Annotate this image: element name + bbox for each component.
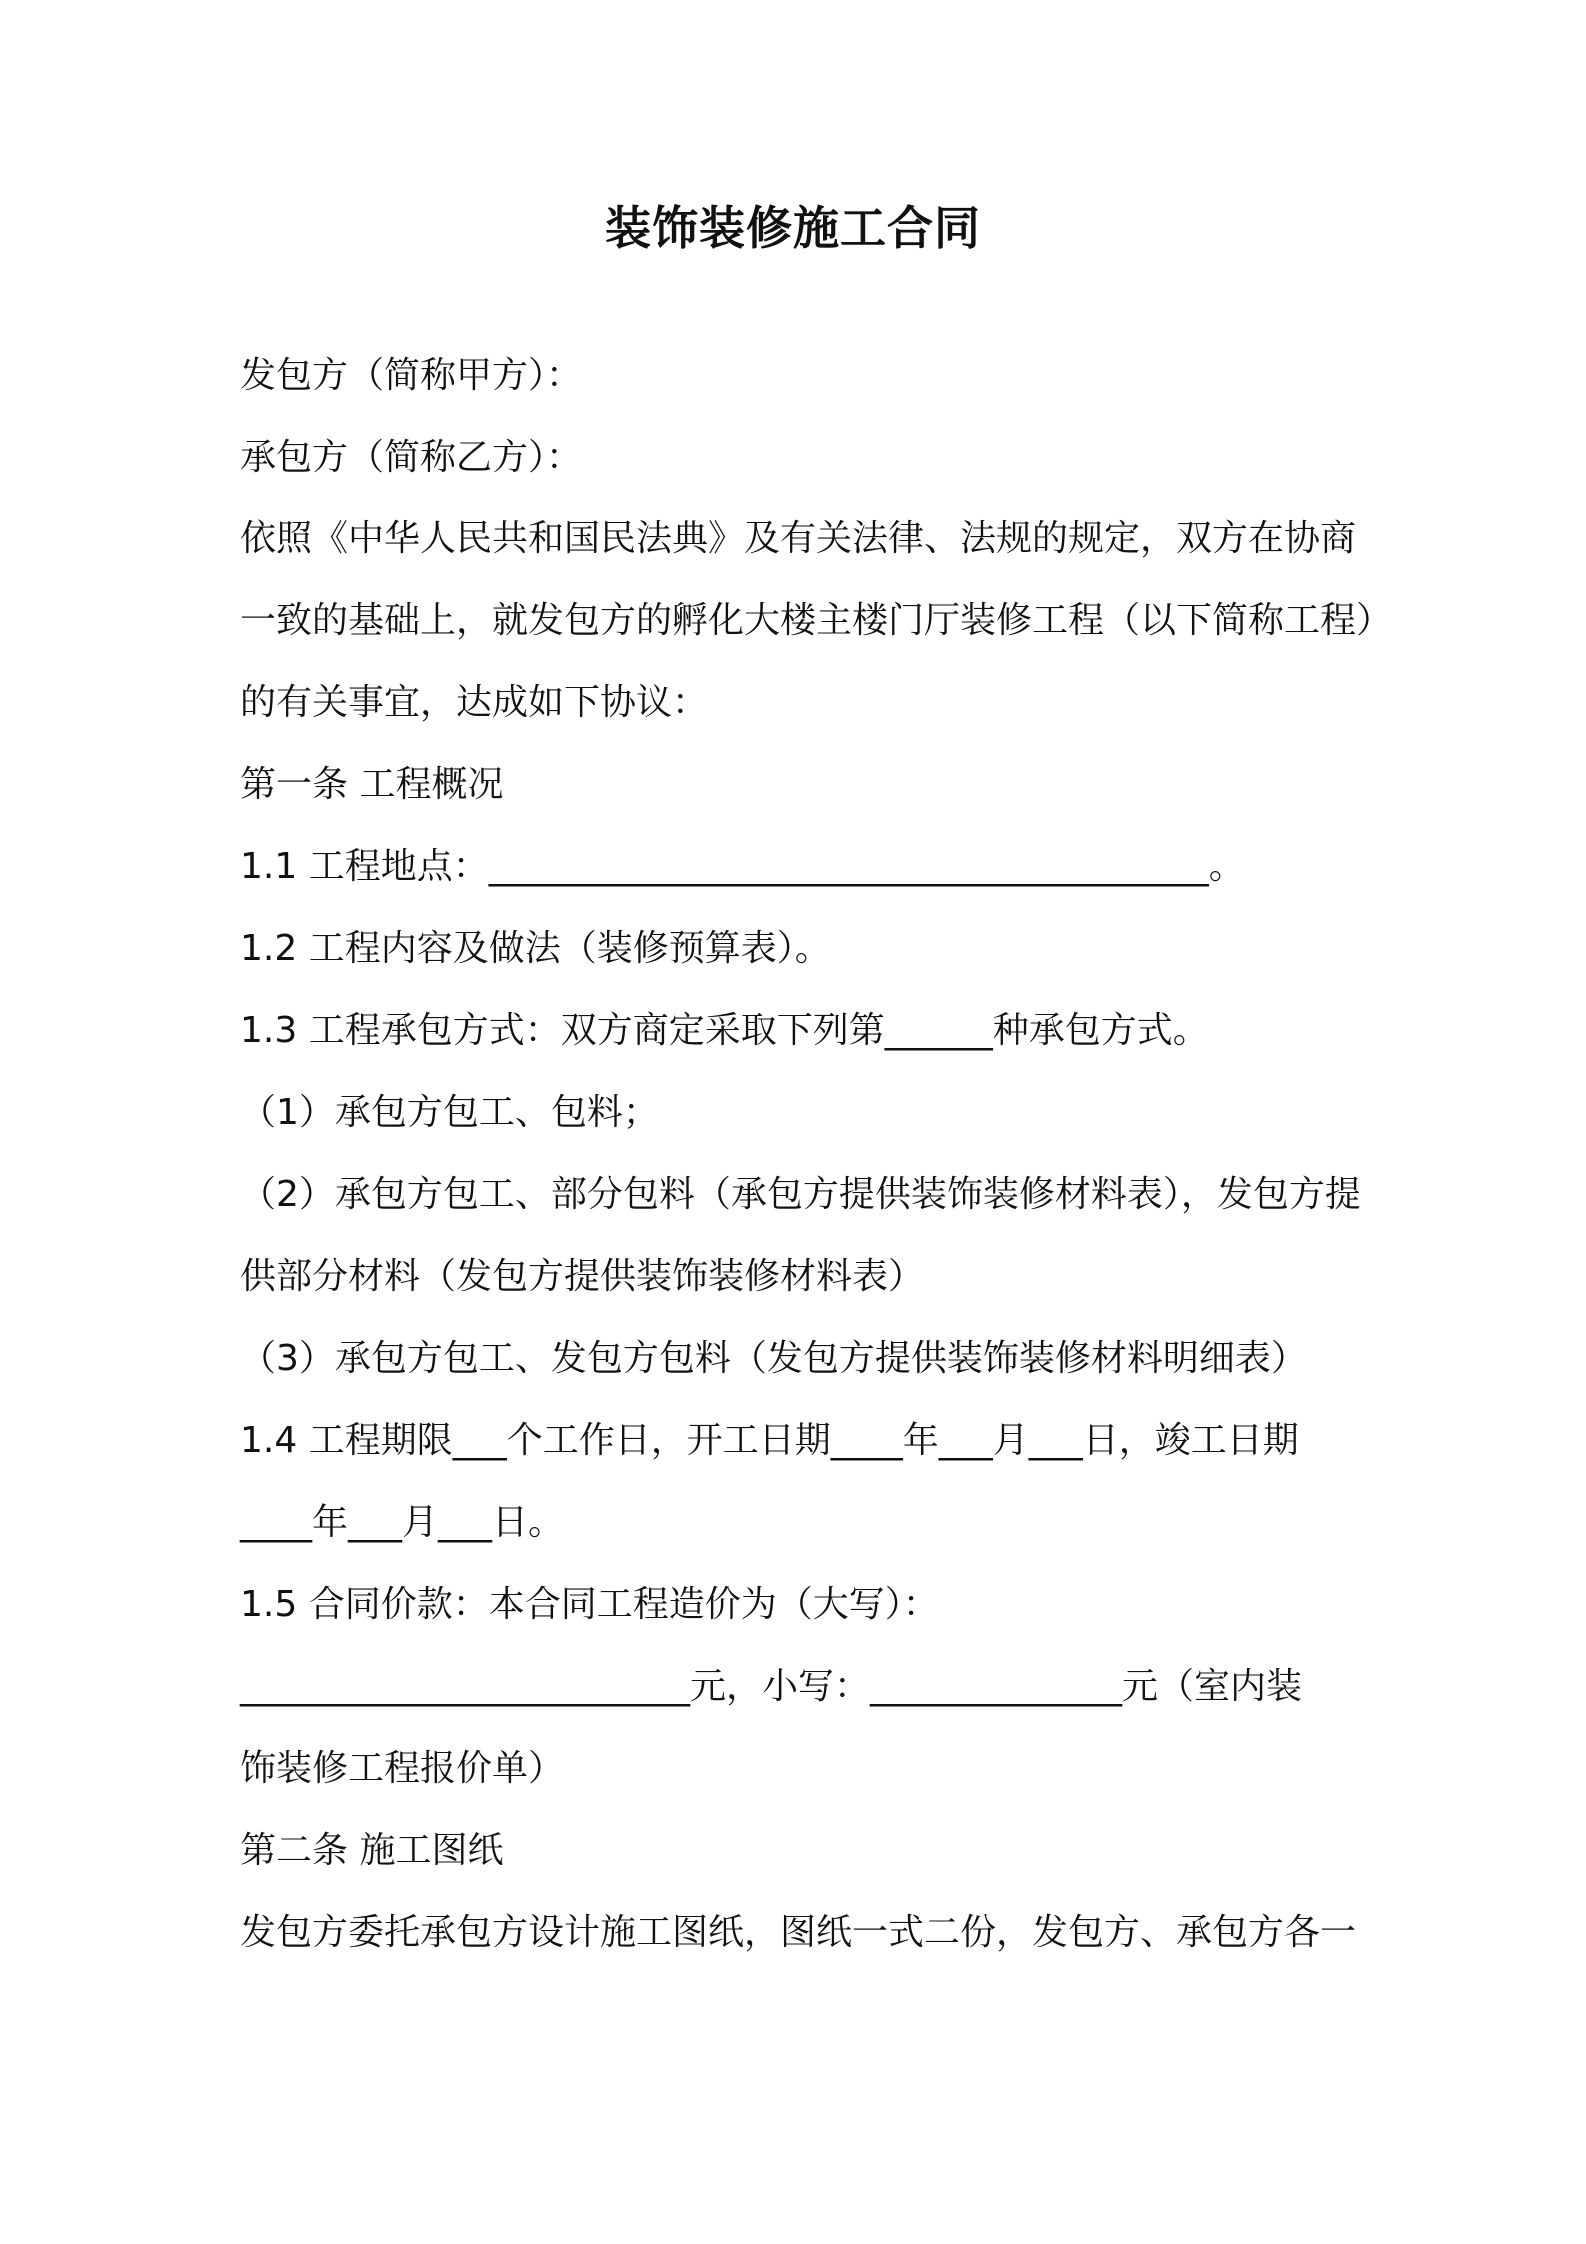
- article-2-body-line-1: 发包方委托承包方设计施工图纸，图纸一式二份，发包方、承包方各一: [240, 1912, 1357, 1953]
- option-3: （3）承包方包工、发包方包料（发包方提供装饰装修材料明细表）: [240, 1338, 1307, 1379]
- article-1-heading: 第一条 工程概况: [240, 764, 504, 805]
- party-b-line: 承包方（简称乙方）：: [240, 437, 583, 478]
- clause-1-4-line-2: ____年___月___日。: [240, 1502, 565, 1543]
- clause-1-2: 1.2 工程内容及做法（装修预算表）。: [240, 928, 831, 969]
- party-a-line: 发包方（简称甲方）：: [240, 355, 583, 396]
- preamble-line-2: 一致的基础上，就发包方的孵化大楼主楼门厅装修工程（以下简称工程）: [240, 600, 1393, 641]
- article-2-heading: 第二条 施工图纸: [240, 1830, 504, 1871]
- clause-1-5-line-1: 1.5 合同价款：本合同工程造价为（大写）：: [240, 1584, 939, 1625]
- clause-1-1: 1.1 工程地点：________________________________________。: [240, 846, 1245, 887]
- preamble-line-1: 依照《中华人民共和国民法典》及有关法律、法规的规定，双方在协商: [240, 518, 1357, 559]
- contract-title: 装饰装修施工合同: [605, 201, 981, 255]
- option-2-line-1: （2）承包方包工、部分包料（承包方提供装饰装修材料表），发包方提: [240, 1174, 1361, 1215]
- clause-1-5-line-3: 饰装修工程报价单）: [240, 1748, 565, 1789]
- preamble-line-3: 的有关事宜，达成如下协议：: [240, 682, 709, 723]
- option-1: （1）承包方包工、包料；: [240, 1092, 659, 1133]
- clause-1-4-line-1: 1.4 工程期限___个工作日，开工日期____年___月___日，竣工日期: [240, 1420, 1299, 1461]
- option-2-line-2: 供部分材料（发包方提供装饰装修材料表）: [240, 1256, 925, 1297]
- clause-1-3: 1.3 工程承包方式：双方商定采取下列第______种承包方式。: [240, 1010, 1209, 1051]
- clause-1-5-line-2: _________________________元，小写：______________元（室内装: [240, 1666, 1303, 1707]
